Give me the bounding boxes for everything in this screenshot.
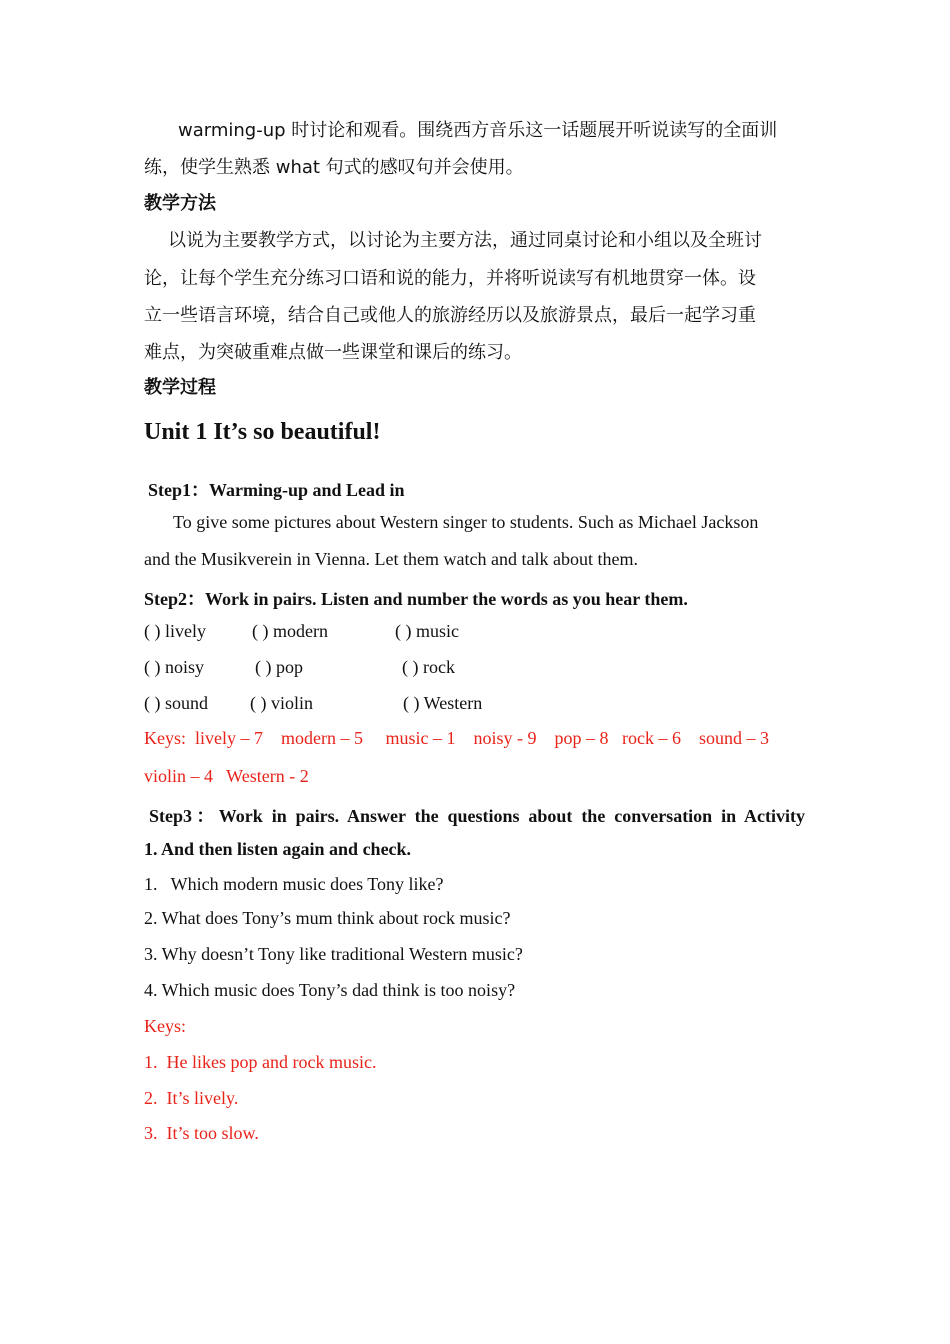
step1-line-1: To give some pictures about Western singer to students. Such as Michael Jackson [173,512,759,532]
word-item-rock: ( ) rock [402,657,455,677]
word-item-pop: ( ) pop [255,657,303,677]
unit-title: Unit 1 It’s so beautiful! [144,419,381,445]
question-1: 1. Which modern music does Tony like? [144,874,444,894]
word-item-music: ( ) music [395,621,459,641]
step3-keys-label: Keys: [144,1016,186,1036]
methods-line-1: 以说为主要教学方式，以讨论为主要方法，通过同桌讨论和小组以及全班讨 [168,230,762,251]
step1-heading: Step1：Warming-up and Lead in [148,480,405,500]
question-4: 4. Which music does Tony’s dad think is too noisy? [144,980,516,1000]
step3-heading-line-1: Step3：Work in pairs. Answer the questions about the conversation in Activity [149,806,805,826]
methods-heading: 教学方法 [144,193,216,214]
methods-line-4: 难点，为突破重难点做一些课堂和课后的练习。 [144,342,522,363]
step2-keys-line-1: Keys: lively – 7 modern – 5 music – 1 noisy - 9 pop – 8 rock – 6 sound – 3 [144,728,769,748]
step1-line-2: and the Musikverein in Vienna. Let them watch and talk about them. [144,549,638,569]
word-item-violin: ( ) violin [250,693,313,713]
word-item-modern: ( ) modern [252,621,328,641]
answer-3: 3. It’s too slow. [144,1123,259,1143]
word-item-sound: ( ) sound [144,693,208,713]
answer-1: 1. He likes pop and rock music. [144,1052,377,1072]
step3-heading-line-2: 1. And then listen again and check. [144,839,412,859]
question-3: 3. Why doesn’t Tony like traditional Western music? [144,944,523,964]
intro-line-2: 练，使学生熟悉 what 句式的感叹句并会使用。 [144,157,524,178]
methods-line-2: 论，让每个学生充分练习口语和说的能力，并将听说读写有机地贯穿一体。设 [144,268,756,289]
step2-heading: Step2：Work in pairs. Listen and number the words as you hear them. [144,589,688,609]
process-heading: 教学过程 [144,377,216,398]
word-item-western: ( ) Western [403,693,483,713]
word-item-lively: ( ) lively [144,621,206,641]
methods-line-3: 立一些语言环境，结合自己或他人的旅游经历以及旅游景点，最后一起学习重 [144,305,756,326]
question-2: 2. What does Tony’s mum think about rock music? [144,908,511,928]
intro-line-1: warming-up 时讨论和观看。围绕西方音乐这一话题展开听说读写的全面训 [178,120,778,141]
word-item-noisy: ( ) noisy [144,657,204,677]
step2-keys-line-2: violin – 4 Western - 2 [144,766,309,786]
answer-2: 2. It’s lively. [144,1088,239,1108]
